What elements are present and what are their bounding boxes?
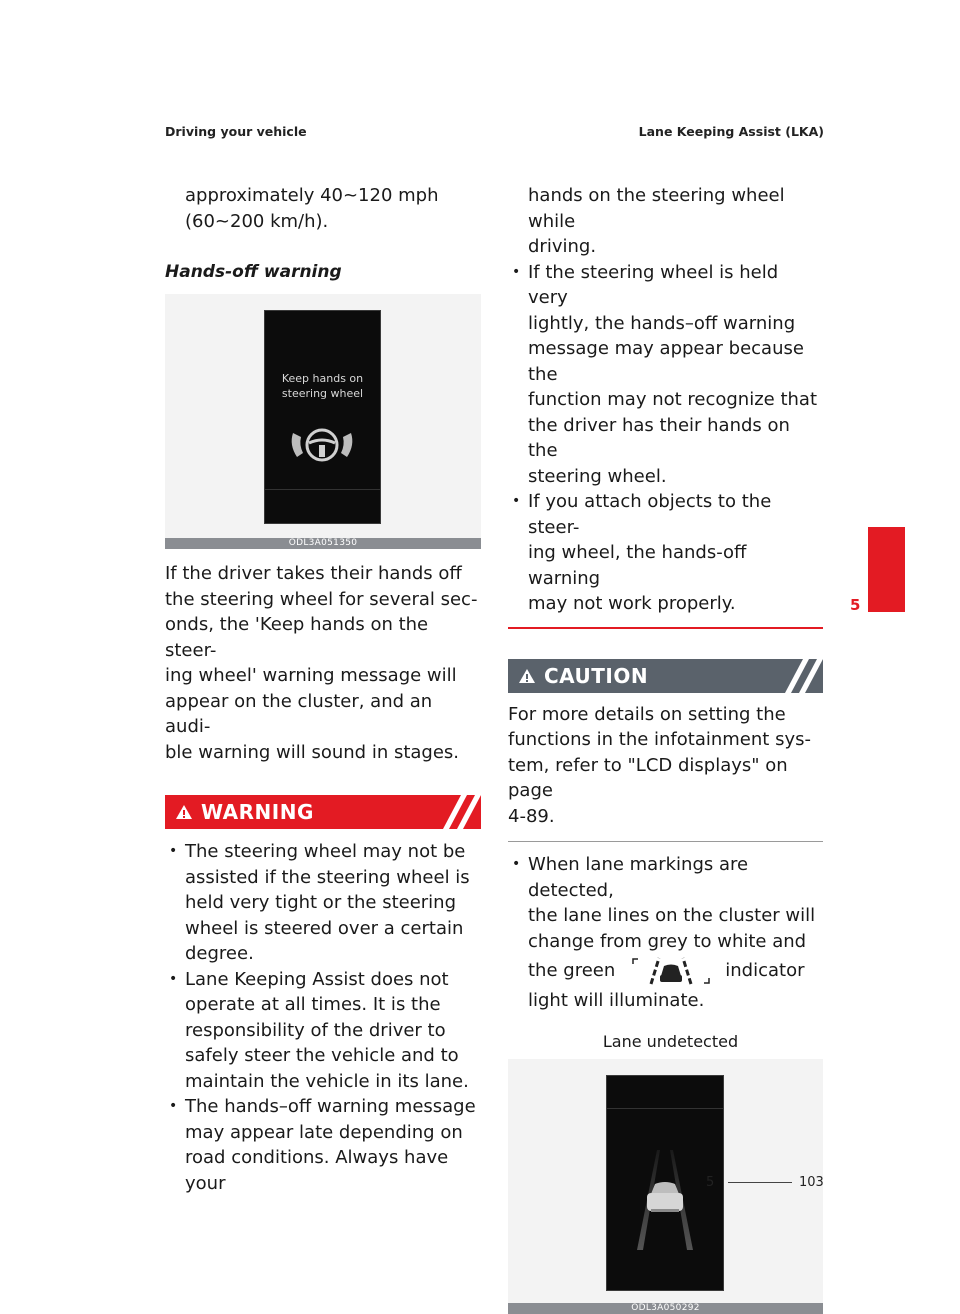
steering-wheel-hands-icon	[287, 423, 357, 467]
note-item	[508, 489, 823, 617]
item-line: • The hands–off warning message	[185, 1096, 476, 1117]
warning-banner	[165, 795, 481, 829]
para-line: ble warning will sound in stages.	[165, 741, 460, 763]
continued-line-2: driving.	[528, 236, 597, 257]
hands-off-paragraph	[165, 561, 481, 765]
item-line: ing wheel, the hands-off warning	[528, 542, 747, 589]
footer-chapter: 5	[706, 1175, 715, 1190]
screen-message-line-2: steering wheel	[281, 387, 364, 400]
item-line: may not work properly.	[528, 593, 736, 614]
item-line: • If the steering wheel is held very	[528, 261, 779, 308]
warning-item	[165, 967, 481, 1095]
warning-list	[165, 839, 481, 1196]
item-line-with-icon	[528, 954, 823, 988]
item-line: wheel is steered over a certain	[185, 917, 464, 939]
hands-off-notes-list	[508, 260, 823, 617]
caution-line: functions in the infotainment sys-	[508, 729, 811, 750]
footer-page-number: 103	[799, 1175, 824, 1190]
intro-line-1: approximately 40~120 mph	[185, 185, 439, 206]
item-line: • If you attach objects to the steer-	[528, 491, 772, 538]
item-line: may appear late depending on	[185, 1121, 463, 1143]
running-header-section: Driving your vehicle	[165, 124, 307, 139]
para-line: appear on the cluster, and an audi-	[165, 690, 433, 737]
item-line: function may not recognize that	[528, 389, 818, 410]
para-line: ing wheel' warning message will	[165, 665, 457, 686]
item-line: steering wheel.	[528, 465, 667, 487]
warning-end-rule	[508, 627, 823, 629]
item-line: maintain the vehicle in its lane.	[185, 1070, 469, 1092]
warning-title: WARNING	[201, 800, 314, 824]
caution-line: 4-89.	[508, 805, 555, 827]
chapter-tab-number: 5	[850, 596, 861, 614]
caution-triangle-icon	[518, 667, 536, 685]
para-line: onds, the 'Keep hands on the steer-	[165, 614, 429, 661]
caution-end-rule	[508, 841, 823, 842]
item-line: • When lane markings are detected,	[528, 854, 749, 901]
item-line: light will illuminate.	[528, 990, 705, 1011]
item-line: responsibility of the driver to	[185, 1019, 446, 1041]
item-line: degree.	[185, 943, 254, 964]
item-line: the lane lines on the cluster will	[528, 905, 816, 926]
note-item	[508, 260, 823, 490]
continued-line-1: hands on the steering wheel while	[528, 185, 785, 232]
caution-paragraph	[508, 702, 823, 830]
caution-banner	[508, 659, 823, 693]
right-column	[508, 183, 823, 1314]
warning-triangle-icon	[175, 803, 193, 821]
vehicle-lane-icon	[607, 1110, 723, 1290]
warning-item	[165, 839, 481, 967]
item-text: indicator	[725, 960, 805, 982]
item-line: message may appear because the	[528, 338, 804, 385]
left-column	[165, 183, 481, 1196]
caution-line: tem, refer to "LCD displays" on page	[508, 754, 788, 801]
item-line: held very tight or the steering	[185, 892, 457, 913]
intro-line-2: (60~200 km/h).	[185, 210, 329, 232]
lka-indicator-icon	[629, 954, 713, 988]
chapter-tab	[868, 527, 905, 612]
figure-code: ODL3A050292	[508, 1303, 823, 1314]
item-text: the green	[528, 960, 616, 982]
banner-slashes-decoration	[773, 659, 823, 693]
caution-title: CAUTION	[544, 663, 649, 688]
lane-undetected-figure	[508, 1059, 823, 1314]
hands-off-figure	[165, 294, 481, 549]
item-line: the driver has their hands on the	[528, 414, 790, 461]
banner-slashes-decoration	[431, 795, 481, 829]
para-line: the steering wheel for several sec-	[165, 588, 478, 610]
item-line: • Lane Keeping Assist does not	[185, 968, 449, 990]
item-line: • The steering wheel may not be	[185, 841, 466, 862]
caution-line: For more details on setting the	[508, 703, 786, 725]
running-header-topic: Lane Keeping Assist (LKA)	[638, 124, 824, 139]
lane-detect-list	[508, 852, 823, 1014]
item-line: road conditions. Always have your	[185, 1147, 449, 1194]
screen-message-line-1: Keep hands on	[281, 372, 364, 385]
item-line: assisted if the steering wheel is	[185, 866, 470, 888]
cluster-screen	[264, 310, 381, 524]
para-line: If the driver takes their hands off	[165, 563, 462, 584]
item-line: operate at all times. It is the	[185, 994, 441, 1015]
item-line: change from grey to white and	[528, 930, 807, 952]
footer-rule	[728, 1182, 792, 1183]
lane-detect-item	[508, 852, 823, 1014]
hands-off-heading: Hands-off warning	[165, 262, 342, 282]
item-line: lightly, the hands–off warning	[528, 312, 796, 334]
figure-label: Lane undetected	[602, 1031, 739, 1051]
warning-item	[165, 1094, 481, 1196]
item-line: safely steer the vehicle and to	[185, 1045, 459, 1066]
figure-code: ODL3A051350	[165, 538, 481, 549]
